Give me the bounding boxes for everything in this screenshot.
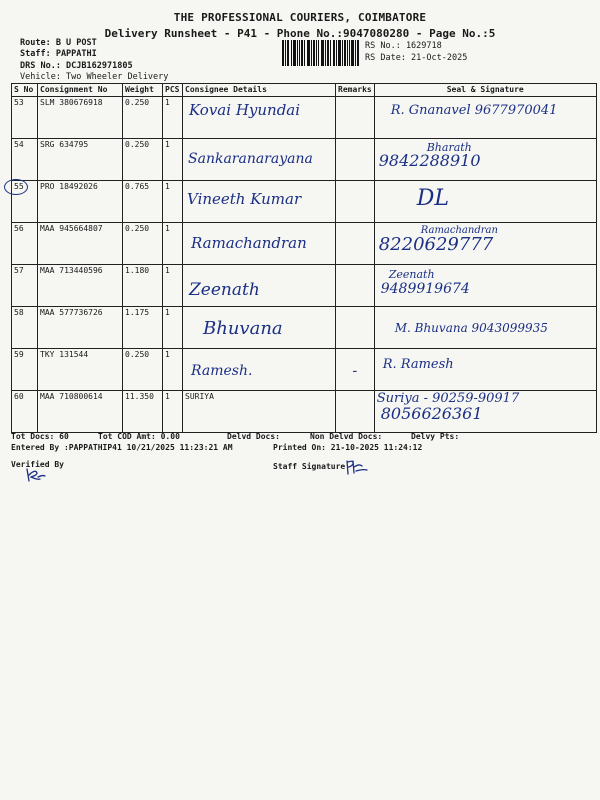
handwritten-phone: 9842288910: [378, 151, 481, 170]
handwritten-consignee: Bhuvana: [203, 318, 283, 339]
total-docs: Tot Docs: 60: [11, 432, 69, 441]
table-header-row: [12, 84, 597, 97]
cell-sno: 57: [12, 265, 38, 307]
cell-seal: [374, 223, 596, 265]
table-row: [12, 181, 597, 223]
cell-consignment: PRO 18492026: [38, 181, 123, 223]
cell-seal: [374, 307, 596, 349]
company-title: THE PROFESSIONAL COURIERS, COIMBATORE: [173, 11, 427, 24]
cell-consignee: [183, 181, 336, 223]
cell-sno: 56: [12, 223, 38, 265]
cell-sno: 58: [12, 307, 38, 349]
verified-signature-mark: [24, 467, 46, 483]
handwritten-signature: DL: [416, 186, 449, 211]
rs-number: RS No.: 1629718: [365, 41, 442, 51]
barcode-image: [282, 40, 360, 66]
handwritten-consignee: Kovai Hyundai: [189, 101, 301, 119]
handwritten-signature: Bharath: [426, 141, 472, 154]
cell-remarks: [336, 349, 375, 391]
cell-pcs: 1: [163, 139, 183, 181]
col-sno: S No: [12, 84, 38, 97]
cell-pcs: 1: [163, 223, 183, 265]
staff-signature-label: Staff Signature: [273, 462, 346, 471]
table-row: [12, 349, 597, 391]
vehicle-text: Vehicle: Two Wheeler Delivery: [20, 72, 169, 82]
table-row: [12, 223, 597, 265]
cell-weight: 1.175: [123, 307, 163, 349]
delivery-points: Delvy Pts:: [411, 432, 460, 441]
cell-sno: 59: [12, 349, 38, 391]
cell-remarks: [336, 223, 375, 265]
handwritten-phone: 8220629777: [378, 234, 494, 255]
cell-consignment: SRG 634795: [38, 139, 123, 181]
cell-consignee: [183, 97, 336, 139]
non-delivered-docs: Non Delvd Docs:: [310, 432, 383, 441]
cell-consignee: [183, 349, 336, 391]
cell-sno: 54: [12, 139, 38, 181]
cell-remarks: [336, 139, 375, 181]
cell-consignee: [183, 139, 336, 181]
table-row: [12, 139, 597, 181]
cell-pcs: 1: [163, 349, 183, 391]
handwritten-signature: Suriya - 90259-90917: [376, 391, 520, 406]
delivered-docs: Delvd Docs:: [227, 432, 280, 441]
cell-weight: 0.250: [123, 349, 163, 391]
col-pcs: PCS: [163, 84, 183, 97]
handwritten-consignee: Zeenath: [189, 280, 260, 300]
col-consignee: Consignee Details: [183, 84, 336, 97]
cell-pcs: 1: [163, 97, 183, 139]
cell-sno: [12, 181, 38, 223]
entered-by: Entered By :PAPPATHIP41 10/21/2025 11:23:21 AM: [11, 443, 233, 452]
printed-on: Printed On: 21-10-2025 11:24:12: [273, 443, 423, 452]
cell-consignment: MAA 577736726: [38, 307, 123, 349]
cell-seal: [374, 349, 596, 391]
cell-seal: [374, 97, 596, 139]
cell-pcs: 1: [163, 181, 183, 223]
cell-consignment: MAA 945664807: [38, 223, 123, 265]
cell-seal: [374, 139, 596, 181]
cell-remarks: [336, 307, 375, 349]
col-consignment: Consignment No: [38, 84, 123, 97]
cell-weight: 1.180: [123, 265, 163, 307]
table-row: [12, 307, 597, 349]
handwritten-phone: 8056626361: [380, 404, 483, 423]
col-weight: Weight: [123, 84, 163, 97]
cell-consignment: SLM 380676918: [38, 97, 123, 139]
handwritten-phone: 9489919674: [380, 281, 470, 297]
cell-remarks: [336, 391, 375, 433]
cell-pcs: 1: [163, 265, 183, 307]
cell-consignee: [183, 307, 336, 349]
table-row: [12, 265, 597, 307]
handwritten-consignee: Vineeth Kumar: [187, 190, 302, 208]
rs-date: RS Date: 21-Oct-2025: [365, 53, 468, 63]
drs-text: DRS No.: DCJB162971805: [20, 61, 133, 71]
staff-signature-mark: [344, 459, 368, 475]
col-remarks: Remarks: [336, 84, 375, 97]
cell-seal: [374, 181, 596, 223]
cell-sno: 53: [12, 97, 38, 139]
handwritten-consignee: Ramesh.: [191, 363, 253, 379]
cell-consignee: SURIYA: [183, 391, 336, 433]
cell-weight: 0.250: [123, 139, 163, 181]
delivery-table: [11, 83, 597, 433]
handwritten-signature: M. Bhuvana 9043099935: [394, 321, 548, 335]
handwritten-consignee: Sankaranarayana: [188, 151, 313, 167]
col-seal: Seal & Signature: [374, 84, 596, 97]
cell-consignee: [183, 265, 336, 307]
route-text: Route: B U POST: [20, 38, 97, 48]
cell-weight: 0.765: [123, 181, 163, 223]
handwritten-consignee: Ramachandran: [191, 234, 307, 252]
verified-by-label: Verified By: [11, 460, 64, 469]
sno-text: 55: [14, 182, 24, 191]
cell-weight: 0.250: [123, 223, 163, 265]
cell-weight: 0.250: [123, 97, 163, 139]
handwritten-signature: Ramachandran: [420, 225, 498, 236]
table-row: [12, 97, 597, 139]
table-row: [12, 391, 597, 433]
cell-pcs: 1: [163, 307, 183, 349]
cell-seal: [374, 391, 596, 433]
runsheet-title: Delivery Runsheet - P41 - Phone No.:9047080280 - Page No.:5: [104, 27, 496, 40]
cell-remarks: [336, 97, 375, 139]
cell-sno: 60: [12, 391, 38, 433]
cell-seal: [374, 265, 596, 307]
total-cod-amount: Tot COD Amt: 0.00: [98, 432, 180, 441]
cell-consignment: TKY 131544: [38, 349, 123, 391]
sno-circle-mark: [4, 179, 28, 195]
cell-weight: 11.350: [123, 391, 163, 433]
remarks-dash: -: [352, 363, 358, 379]
cell-remarks: [336, 265, 375, 307]
cell-remarks: [336, 181, 375, 223]
cell-consignment: MAA 710800614: [38, 391, 123, 433]
cell-consignee: [183, 223, 336, 265]
staff-text: Staff: PAPPATHI: [20, 49, 97, 59]
cell-pcs: 1: [163, 391, 183, 433]
cell-consignment: MAA 713440596: [38, 265, 123, 307]
handwritten-signature: R. Ramesh: [382, 357, 454, 372]
handwritten-signature: R. Gnanavel 9677970041: [390, 103, 558, 118]
handwritten-signature: Zeenath: [388, 268, 435, 281]
